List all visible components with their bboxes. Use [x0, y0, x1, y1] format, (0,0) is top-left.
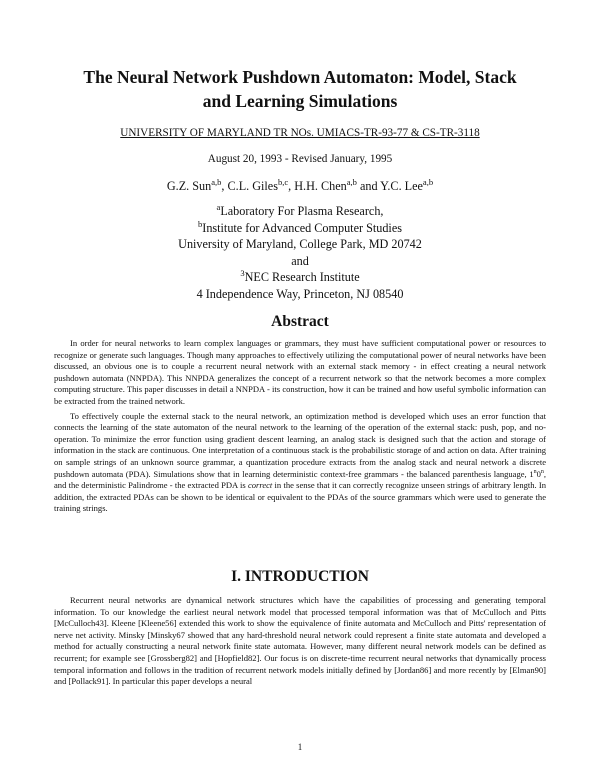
affiliation-nec-address: 4 Independence Way, Princeton, NJ 08540 — [196, 286, 404, 301]
page-number: 1 — [297, 742, 303, 752]
abstract-body — [54, 338, 546, 518]
affiliation-umiacs-sup: b — [198, 218, 203, 229]
abstract-p2-sup-2: n — [540, 468, 544, 475]
affiliations — [0, 203, 600, 303]
report-number: UNIVERSITY OF MARYLAND TR NOs. UMIACS-TR-93-77 & CS-TR-3118 — [120, 127, 480, 139]
affiliation-plasma-sup: a — [216, 201, 221, 212]
author-sun: G.Z. Sun — [166, 179, 212, 193]
abstract-p2-text-c: , and the deterministic Palindrome - the extracted PDA is — [54, 468, 546, 491]
author-giles-sup: b,c — [277, 176, 289, 187]
abstract-p2-emphasis: correct — [247, 480, 273, 491]
affiliation-and: and — [291, 253, 309, 268]
author-chen-sup: a,b — [346, 176, 357, 187]
affiliation-nec — [0, 269, 600, 286]
affiliation-umd: University of Maryland, College Park, MD 20742 — [178, 237, 422, 252]
author-lee-sup: a,b — [422, 176, 434, 187]
author-lee: and Y.C. Lee — [356, 179, 423, 193]
abstract-p2-text-b: 0 — [536, 468, 541, 479]
introduction-body — [54, 595, 546, 691]
affiliation-umiacs — [0, 220, 600, 237]
author-giles: , C.L. Giles — [221, 179, 278, 193]
affiliation-umiacs-text: Institute for Advanced Computer Studies — [202, 220, 402, 235]
abstract-paragraph-2 — [54, 411, 546, 515]
abstract-paragraph-1: In order for neural networks to learn complex languages or grammars, they must have sufficient computational power or resources to recognize or generate such languages. Though many approaches to effectively utilizing the computational power of neural networks have been discussed, an obvious one is to couple a recurrent neural network with an external stack memory - in effect creating a neural network pushdown automata (NNPDA). This NNPDA generalizes the concept of a recurrent network so that the network becomes a more complex computing structure. This paper discusses in detail a NNPDA - its construction, how it can be trained and how useful symbolic information can be extracted from the trained network. — [54, 338, 546, 406]
title-line-1: The Neural Network Pushdown Automaton: Model, Stack — [83, 67, 517, 87]
abstract-p2-sup-1: n — [533, 468, 537, 475]
date-line: August 20, 1993 - Revised January, 1995 — [207, 153, 393, 165]
abstract-p2-text-d: in the sense that it can correctly recognize unseen strings of arbitrary length. In addition, the extracted PDAs can be shown to be identical or equivalent to the PDAs of the source grammars which were used to generate the training strings. — [54, 480, 547, 514]
abstract-heading: Abstract — [271, 313, 329, 330]
author-list — [0, 176, 600, 194]
affiliation-nec-sup: 3 — [240, 268, 245, 279]
affiliation-nec-text: NEC Research Institute — [244, 270, 360, 285]
introduction-paragraph-1: Recurrent neural networks are dynamical network structures which have the capabilities of processing and generating temporal information. To our knowledge the earliest neural network model that processed temporal information was that of McCulloch and Pitts [McCulloch43]. Kleene [Kleene56] extended this work to show the equivalence of finite automata and McCulloch and Pitts' representation of nerve net activity. Minsky [Minsky67 showed that any hard-threshold neural network could represent a finite state automata and developed a method for actually constructing a neural network finite state automata. However, many different neural network models can be defined as recurrent; for example see [Grossberg82] and [Hopfield82]. Our focus is on discrete-time recurrent neural networks that dynamically process temporal information and follows in the tradition of recurrent network models initially defined by [Jordan86] and more recently by [Elman90] and [Pollack91]. In particular this paper develops a neural — [54, 595, 546, 687]
abstract-p2-text-a: To effectively couple the external stack to the neural network, an optimization method is developed which uses an error function that connects the learning of the state automaton of the neural network to the learning of the operation of the external stack: push, pop, and no-operation. To minimize the error function using gradient descent learning, an analog stack is designed such that the action and storage of information in the stack are continuous. One interpretation of a continuous stack is the probabilistic storage of and action on data. After training on sample strings of an unknown source grammar, a quantization procedure extracts from the analog stack and neural network a discrete pushdown automata (PDA). Simulations show that in learning deterministic context-free grammars - the balanced parenthesis language, 1 — [54, 410, 546, 479]
author-chen: , H.H. Chen — [288, 179, 347, 193]
paper-title — [0, 65, 600, 113]
author-sun-sup: a,b — [211, 176, 222, 187]
title-line-2: and Learning Simulations — [202, 91, 398, 111]
affiliation-plasma — [0, 203, 600, 220]
affiliation-plasma-text: Laboratory For Plasma Research, — [220, 204, 384, 218]
introduction-heading: I. INTRODUCTION — [231, 568, 369, 585]
